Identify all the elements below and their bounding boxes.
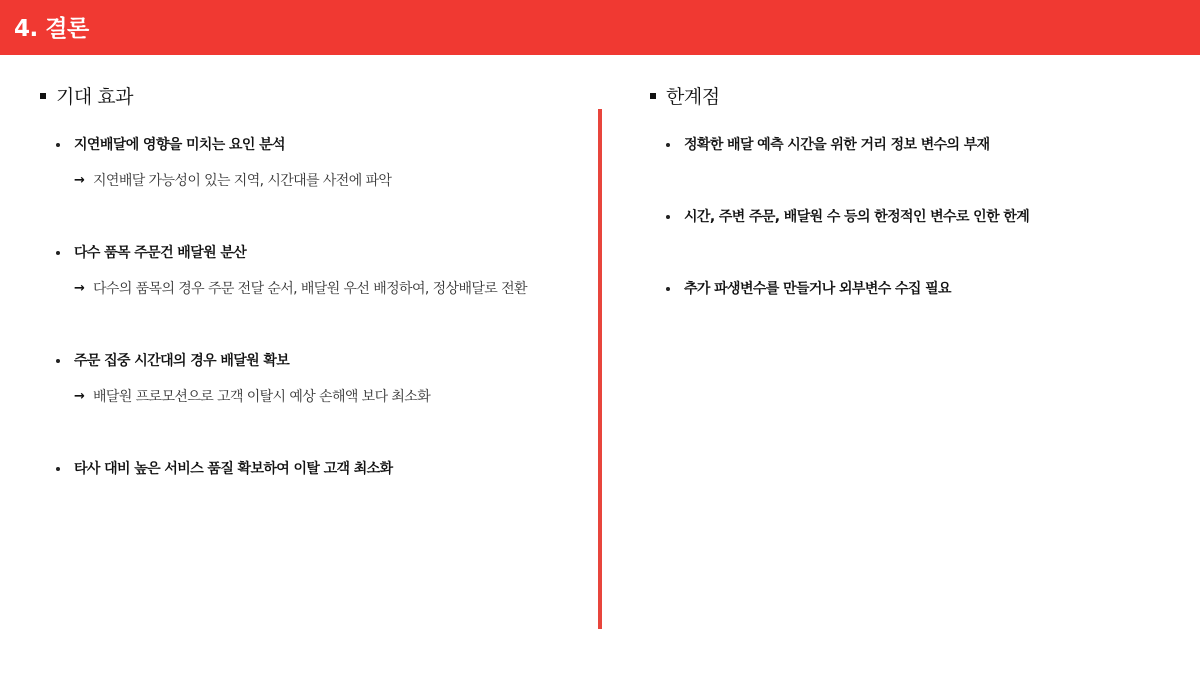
item-title: 추가 파생변수를 만들거나 외부변수 수집 필요 [684, 281, 951, 297]
item-title: 다수 품목 주문건 배달원 분산 [74, 245, 247, 261]
expected-effects-section [40, 84, 590, 477]
square-bullet-icon [650, 93, 656, 99]
square-bullet-icon [40, 93, 46, 99]
arrow-right-icon: → [74, 173, 85, 188]
limitations-section [650, 84, 1190, 297]
list-item [56, 134, 586, 192]
list-item [56, 242, 586, 300]
list-item [666, 134, 1196, 156]
section-heading-limitations [650, 84, 1190, 110]
page-title: 4. 결론 [14, 16, 89, 42]
item-detail: 지연배달 가능성이 있는 지역, 시간대를 사전에 파악 [93, 173, 392, 189]
section-heading-effects [40, 84, 590, 110]
item-title: 주문 집중 시간대의 경우 배달원 확보 [74, 353, 290, 369]
bullet-icon [56, 359, 60, 363]
item-detail: 배달원 프로모션으로 고객 이탈시 예상 손해액 보다 최소화 [93, 389, 431, 405]
arrow-right-icon: → [74, 281, 85, 296]
section-label: 한계점 [666, 86, 720, 108]
arrow-right-icon: → [74, 389, 85, 404]
list-item [56, 458, 586, 480]
item-detail: 다수의 품목의 경우 주문 전달 순서, 배달원 우선 배정하여, 정상배달로 전환 [93, 281, 527, 297]
bullet-icon [666, 287, 670, 291]
item-title: 지연배달에 영향을 미치는 요인 분석 [74, 137, 285, 153]
item-title: 시간, 주변 주문, 배달원 수 등의 한정적인 변수로 인한 한계 [684, 209, 1030, 225]
item-title: 정확한 배달 예측 시간을 위한 거리 정보 변수의 부재 [684, 137, 990, 153]
section-label: 기대 효과 [56, 86, 133, 108]
list-item [56, 350, 586, 408]
list-item [666, 206, 1196, 228]
header-bar [0, 0, 1200, 55]
bullet-icon [56, 467, 60, 471]
bullet-icon [666, 215, 670, 219]
item-title: 타사 대비 높은 서비스 품질 확보하여 이탈 고객 최소화 [74, 461, 393, 477]
bullet-icon [56, 143, 60, 147]
list-item [666, 278, 1196, 300]
column-divider [598, 109, 602, 629]
bullet-icon [666, 143, 670, 147]
bullet-icon [56, 251, 60, 255]
